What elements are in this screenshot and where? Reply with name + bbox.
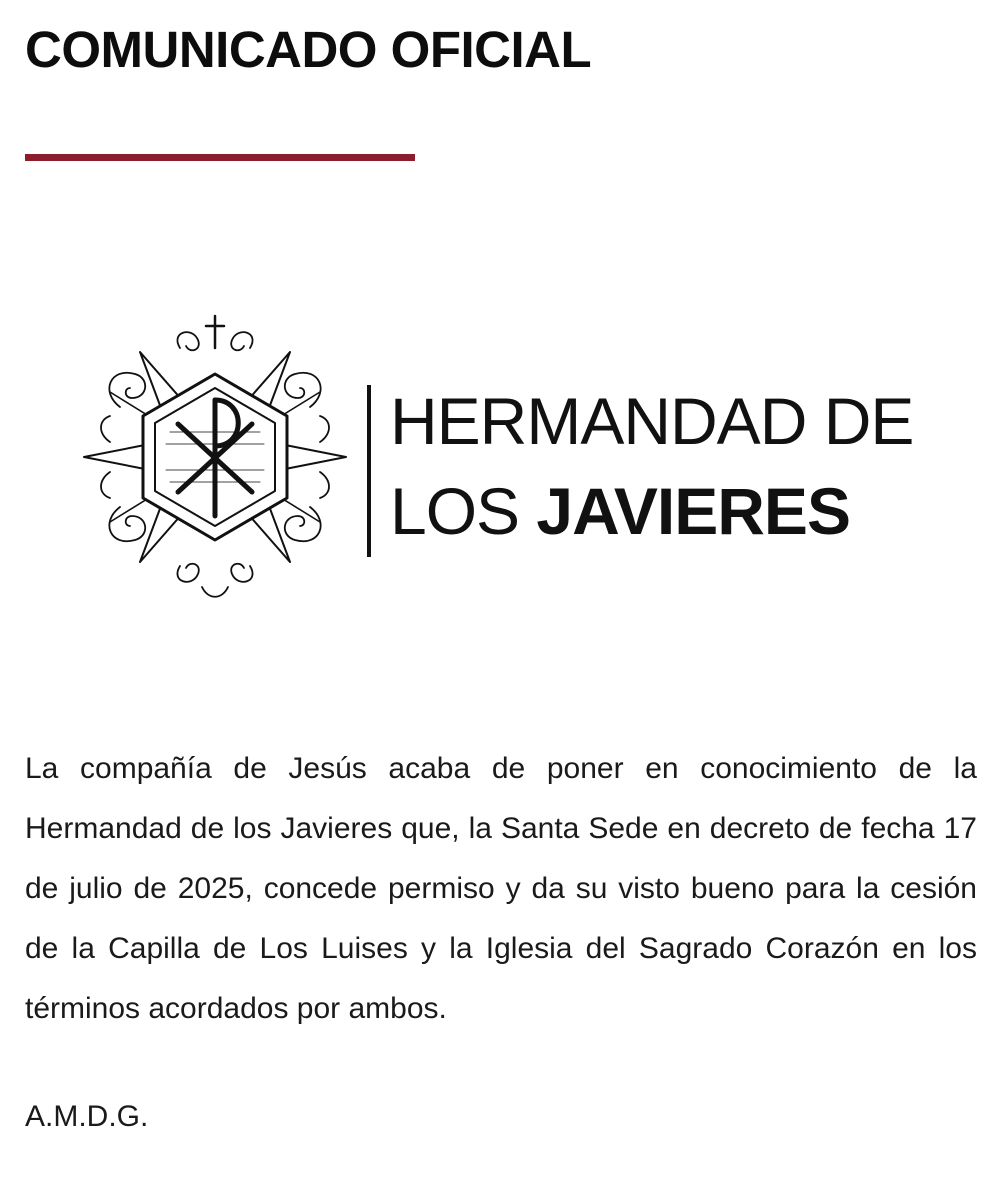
logo-wordmark-los: LOS [390, 474, 520, 548]
statement-paragraph: La compañía de Jesús acaba de poner en conocimiento de la Hermandad de los Javieres que, la Santa Sede en decreto de fecha 17 de julio de 2025, concede permiso y da su visto bueno para la cesión de la Capilla de Los Luises y la Iglesia del Sagrado Corazón en los términos acordados por ambos. [25, 752, 977, 1025]
page-title: COMUNICADO OFICIAL [25, 21, 592, 78]
brotherhood-logo [80, 312, 920, 602]
logo-wordmark-line1: HERMANDAD DE [390, 384, 914, 458]
logo-divider [367, 385, 371, 557]
brotherhood-emblem-icon [80, 312, 350, 602]
logo-wordmark-javieres: JAVIERES [536, 474, 850, 548]
logo-wordmark-line2 [390, 474, 850, 548]
signoff: A.M.D.G. [25, 1100, 149, 1133]
title-underline [25, 154, 415, 161]
